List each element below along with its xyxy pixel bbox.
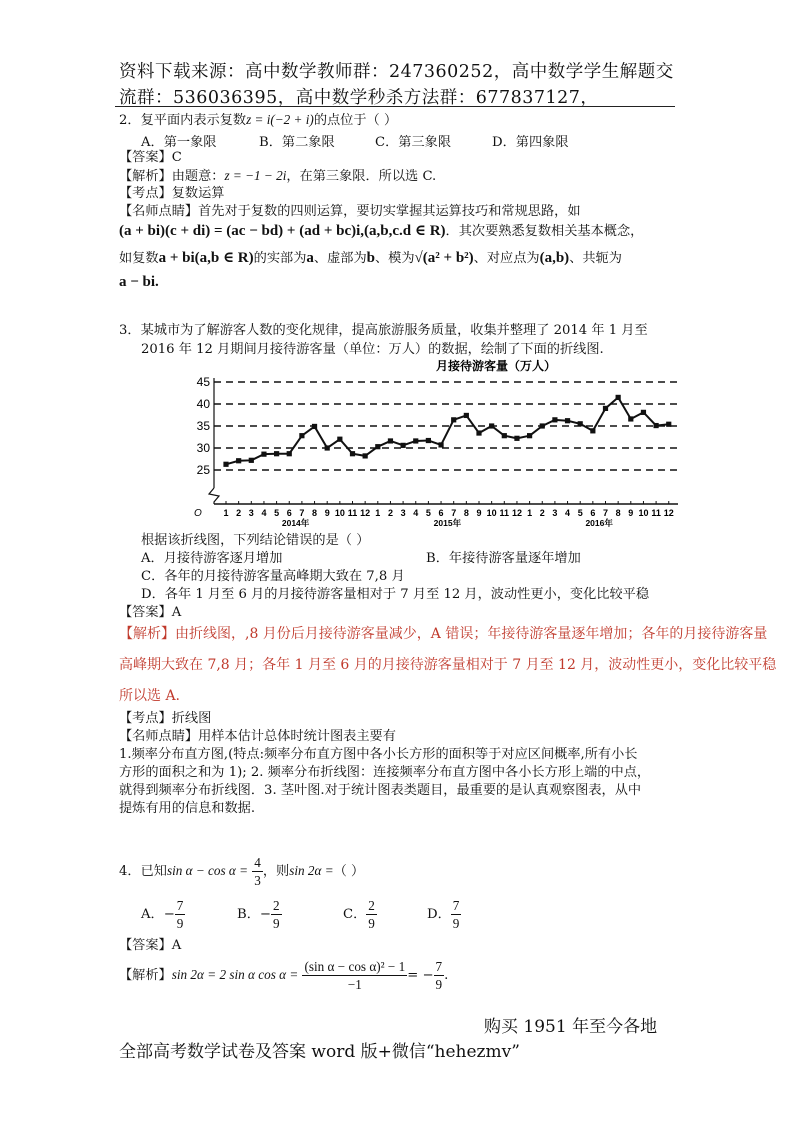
- data-point-36: [666, 422, 671, 427]
- q2-d3d: 、模为: [374, 251, 415, 266]
- data-point-21: [476, 430, 481, 435]
- q2-analysis-suffix: ，在第三象限．所以选 C.: [286, 169, 437, 184]
- data-point-27: [552, 417, 557, 422]
- q2-dianjing-math-4: a − bi.: [119, 274, 159, 290]
- q2-d3-math-e: (a,b): [539, 250, 570, 266]
- x-tick-label-3: 3: [248, 508, 254, 518]
- q4-opt-b-num: 2: [272, 898, 280, 913]
- q3-option-b: B．年接待游客量逐年增加: [426, 551, 581, 566]
- q4-stem-mid: ，则: [262, 864, 290, 879]
- q4-stem-frac-den: 3: [254, 873, 261, 888]
- x-tick-label-13: 1: [375, 508, 381, 518]
- x-tick-label-36: 12: [663, 508, 674, 518]
- x-tick-label-26: 2: [539, 508, 545, 518]
- q2-dianjing-text-2: ．其次要熟悉复数相关基本概念，: [445, 224, 644, 239]
- q4-opt-d-num: 7: [452, 898, 460, 913]
- x-tick-label-28: 4: [565, 508, 571, 518]
- q3-answer: 【答案】A: [119, 605, 182, 620]
- chart-x-ticks: [194, 501, 674, 528]
- q2-dianjing-math-1: (a + bi)(c + di) = (ac − bd) + (ad + bc)i,(a,b,c.d ∈ R): [119, 223, 446, 239]
- data-point-34: [641, 410, 646, 415]
- q4-opt-a-frac: [175, 897, 186, 932]
- q2-answer: 【答案】C: [119, 150, 182, 165]
- q4-opt-c-frac: [366, 897, 377, 932]
- x-tick-label-34: 10: [638, 508, 649, 518]
- q4-opt-c-num: 2: [368, 898, 375, 913]
- q2-analysis: [119, 167, 436, 186]
- x-tick-label-27: 3: [552, 508, 558, 518]
- data-point-35: [654, 423, 659, 428]
- series-line: [226, 397, 669, 464]
- x-tick-label-20: 8: [463, 508, 469, 518]
- data-point-8: [312, 424, 317, 429]
- chart-title: 月接待游客量（万人）: [435, 359, 557, 373]
- y-tick-label-30: 30: [196, 441, 210, 455]
- q4-analysis-end: .: [444, 968, 449, 983]
- header-divider: [115, 106, 675, 107]
- data-point-11: [350, 451, 355, 456]
- q3-dianjing-line-2: 1.频率分布直方图,(特点:频率分布直方图中各小长方形的面积等于对应区间概率,所有小长: [119, 747, 638, 762]
- footer-line-2: 全部高考数学试卷及答案 word 版+微信“hehezmv”: [119, 1042, 520, 1062]
- x-tick-label-17: 5: [425, 508, 431, 518]
- q4-opt-d-frac: [451, 897, 462, 932]
- q2-option-d: D．第四象限: [492, 135, 569, 150]
- q4-opt-a-den: 9: [176, 916, 184, 931]
- y-tick-label-25: 25: [196, 463, 210, 477]
- q3-dianjing-line-4: 就得到频率分布折线图．3. 茎叶图.对于统计图表类题目，最重要的是认真观察图表，从中: [119, 783, 642, 798]
- q4-stem-suffix: （ ）: [333, 864, 365, 879]
- q4-opt-a-num: 7: [176, 898, 184, 913]
- x-tick-label-6: 6: [286, 508, 292, 518]
- q4-stem-math-2: sin 2α =: [289, 863, 334, 878]
- q4-option-c: [343, 897, 377, 933]
- q2-option-a: A．第一象限: [141, 135, 217, 150]
- q2-option-c: C．第三象限: [375, 135, 452, 150]
- q2-stem-prefix: 2．复平面内表示复数: [119, 113, 247, 128]
- y-axis-break: [209, 488, 219, 504]
- year-label-3: 2016年: [585, 518, 613, 528]
- q2-d3b: 的实部为: [253, 251, 307, 266]
- q4-opt-b-sign: −: [259, 907, 271, 922]
- q2-d3-math-a: a + bi(a,b ∈ R): [158, 250, 254, 266]
- data-point-29: [578, 421, 583, 426]
- x-tick-label-7: 7: [299, 508, 305, 518]
- q3-kaodian: 【考点】折线图: [119, 711, 212, 726]
- data-point-17: [426, 438, 431, 443]
- x-tick-label-35: 11: [651, 508, 661, 518]
- x-tick-label-5: 5: [274, 508, 280, 518]
- year-label-2: 2015年: [433, 518, 462, 528]
- q3-stem-line-2: 2016 年 12 月期间月接待游客量（单位：万人）的数据，绘制了下面的折线图.: [141, 342, 604, 357]
- x-tick-label-11: 11: [347, 508, 358, 518]
- x-tick-label-15: 3: [400, 508, 406, 518]
- q2-d3-math-d: √(a² + b²): [414, 250, 474, 266]
- q4-option-b: [237, 897, 282, 933]
- q4-stem-prefix: 4．已知: [119, 864, 167, 879]
- q4-opt-b-label: B．: [237, 907, 260, 922]
- chart-y-ticks: [197, 375, 211, 477]
- data-point-33: [628, 416, 633, 421]
- x-tick-label-16: 4: [413, 508, 419, 518]
- q3-question: 根据该折线图，下列结论错误的是（ ）: [141, 533, 370, 548]
- y-tick-label-45: 45: [196, 375, 210, 389]
- q2-analysis-math: z = −1 − 2i: [224, 168, 287, 183]
- q4-opt-c-den: 9: [368, 916, 375, 931]
- data-point-10: [337, 437, 342, 442]
- q4-stem-fraction: [252, 854, 263, 889]
- q4-analysis-res-den: 9: [435, 977, 443, 992]
- data-point-23: [502, 433, 507, 438]
- q3-stem-line-1: 3．某城市为了解游客人数的变化规律，提高旅游服务质量，收集并整理了 2014 年 1 月至: [119, 323, 648, 338]
- q4-analysis-eq: = −: [407, 968, 434, 983]
- q4-answer: 【答案】A: [119, 938, 182, 953]
- q4-opt-d-den: 9: [452, 916, 460, 931]
- data-point-28: [565, 418, 570, 423]
- q3-option-a: A．月接待游客逐月增加: [141, 551, 283, 566]
- q4-analysis-res-num: 7: [435, 959, 443, 974]
- x-tick-label-22: 10: [486, 508, 497, 518]
- data-point-18: [438, 442, 443, 447]
- data-point-2: [236, 458, 241, 463]
- q2-kaodian: 【考点】复数运算: [119, 186, 225, 201]
- q4-opt-d-label: D．: [427, 907, 451, 922]
- q4-stem-frac-num: 4: [254, 855, 261, 870]
- q4-opt-b-frac: [271, 897, 282, 932]
- x-tick-label-18: 6: [438, 508, 444, 518]
- data-point-1: [223, 462, 228, 467]
- y-tick-label-35: 35: [196, 419, 210, 433]
- q2-d3f: 、共轭为: [569, 251, 622, 266]
- line-chart: [186, 358, 686, 530]
- data-point-15: [401, 443, 406, 448]
- q3-dianjing-line-1: 【名师点睛】用样本估计总体时统计图表主要有: [119, 729, 396, 744]
- x-tick-label-4: 4: [261, 508, 267, 518]
- q4-opt-b-den: 9: [272, 916, 280, 931]
- x-tick-label-1: 1: [223, 508, 229, 518]
- x-tick-label-33: 9: [628, 508, 634, 518]
- data-point-30: [590, 428, 595, 433]
- q2-analysis-prefix: 【解析】由题意：: [119, 169, 225, 184]
- q2-dianjing-line-4: [119, 273, 159, 292]
- q2-stem-suffix: 的点位于（ ）: [313, 113, 398, 128]
- x-tick-label-30: 6: [590, 508, 596, 518]
- data-point-4: [261, 452, 266, 457]
- chart-grid: [214, 382, 678, 470]
- data-point-13: [375, 444, 380, 449]
- q2-stem-math: z = i(−2 + i): [246, 112, 314, 127]
- data-point-7: [299, 433, 304, 438]
- q2-dianjing-line-2: [119, 222, 643, 241]
- q4-analysis-result: [434, 958, 445, 993]
- data-point-14: [388, 438, 393, 443]
- data-point-24: [514, 436, 519, 441]
- q2-d3-math-b: a: [306, 250, 314, 266]
- q3-option-c: C．各年的月接待游客量高峰期大致在 7,8 月: [141, 569, 405, 584]
- q4-opt-a-sign: −: [163, 907, 175, 922]
- q4-analysis: [119, 956, 448, 995]
- data-point-32: [616, 395, 621, 400]
- x-tick-label-24: 12: [511, 508, 522, 518]
- q4-stem: [119, 853, 364, 890]
- x-tick-label-25: 1: [527, 508, 533, 518]
- x-tick-label-9: 9: [324, 508, 330, 518]
- q2-d3c: 、虚部为: [313, 251, 367, 266]
- x-tick-label-21: 9: [476, 508, 482, 518]
- x-tick-label-29: 5: [577, 508, 583, 518]
- q2-d3-math-c: b: [366, 250, 375, 266]
- x-tick-label-10: 10: [334, 508, 345, 518]
- q3-dianjing-line-3: 方形的面积之和为 1); 2. 频率分布折线图：连接频率分布直方图中各小长方形上端的中点，: [119, 765, 651, 780]
- x-tick-label-2: 2: [236, 508, 242, 518]
- data-point-3: [249, 458, 254, 463]
- data-point-26: [540, 423, 545, 428]
- q4-stem-math: sin α − cos α =: [166, 863, 249, 878]
- x-tick-label-14: 2: [387, 508, 393, 518]
- q3-option-d: D．各年 1 月至 6 月的月接待游客量相对于 7 月至 12 月，波动性更小，变化比较平稳: [141, 587, 650, 602]
- q2-d3a: 如复数: [119, 251, 159, 266]
- q4-analysis-label: 【解析】: [119, 968, 172, 983]
- data-point-9: [325, 445, 330, 450]
- q3-analysis-line-2: 高峰期大致在 7,8 月；各年 1 月至 6 月的月接待游客量相对于 7 月至 12 月，波动性更小，变化比较平稳: [119, 657, 777, 673]
- x-tick-label-23: 11: [499, 508, 510, 518]
- q2-dianjing-line-3: [119, 249, 622, 268]
- x-tick-label-12: 12: [360, 508, 371, 518]
- q2-d3e: 、对应点为: [473, 251, 540, 266]
- q3-analysis-line-1: 【解析】由折线图，,8 月份后月接待游客量减少，A 错误；年接待游客量逐年增加；各年的月接待游客量: [119, 626, 768, 642]
- q4-analysis-fraction: [302, 958, 407, 993]
- data-point-20: [464, 413, 469, 418]
- data-point-16: [413, 438, 418, 443]
- x-tick-label-32: 8: [615, 508, 621, 518]
- q2-stem: [119, 111, 397, 130]
- data-point-31: [603, 406, 608, 411]
- x-tick-label-31: 7: [602, 508, 609, 518]
- chart-series: [223, 395, 671, 467]
- origin-label: O: [194, 508, 202, 519]
- q2-dianjing-line-1: 【名师点睛】首先对于复数的四则运算，要切实掌握其运算技巧和常规思路，如: [119, 204, 581, 219]
- x-tick-label-19: 7: [451, 508, 457, 518]
- q4-analysis-math: sin 2α = 2 sin α cos α =: [171, 967, 299, 982]
- data-point-19: [451, 417, 456, 422]
- data-point-5: [274, 451, 279, 456]
- q3-analysis-line-3: 所以选 A.: [119, 688, 181, 704]
- q4-opt-c-label: C．: [343, 907, 367, 922]
- q4-option-a: [141, 897, 185, 933]
- data-point-12: [363, 453, 368, 458]
- q4-analysis-frac-num: (sin α − cos α)² − 1: [304, 959, 406, 974]
- q4-option-d: [427, 897, 461, 933]
- data-point-22: [489, 423, 494, 428]
- q4-analysis-frac-den: −1: [347, 977, 362, 992]
- footer-line-1: 购买 1951 年至今各地: [484, 1017, 658, 1037]
- q2-option-b: B．第二象限: [259, 135, 335, 150]
- header-line-1: 资料下载来源：高中数学教师群：247360252，高中数学学生解题交: [119, 62, 674, 82]
- x-tick-label-8: 8: [312, 508, 318, 518]
- y-tick-label-40: 40: [196, 397, 210, 411]
- q4-opt-a-label: A．: [141, 907, 164, 922]
- year-label-1: 2014年: [281, 518, 310, 528]
- header-line-2: 流群：536036395，高中数学秒杀方法群：677837127，: [119, 88, 599, 108]
- data-point-25: [527, 433, 532, 438]
- data-point-6: [287, 451, 292, 456]
- q3-dianjing-line-5: 提炼有用的信息和数据.: [119, 801, 256, 816]
